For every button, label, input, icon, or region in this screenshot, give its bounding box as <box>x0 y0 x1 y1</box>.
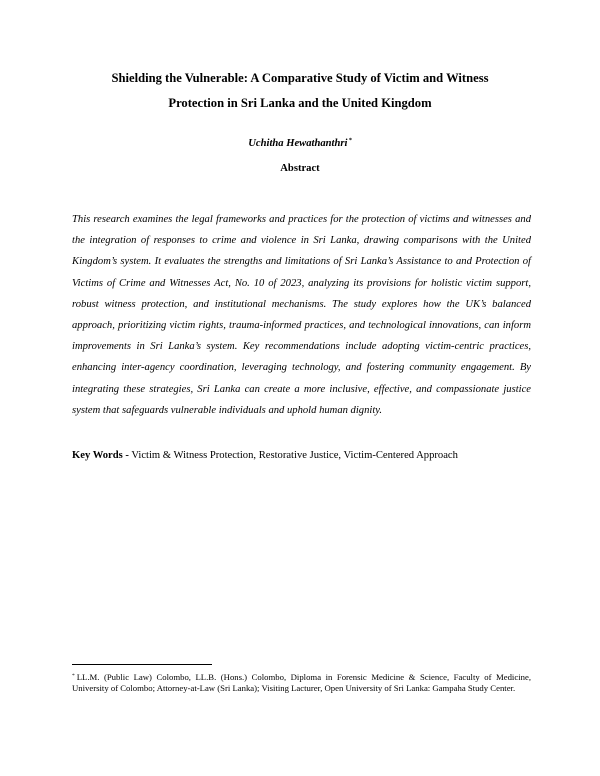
author-footnote-marker[interactable]: * <box>348 137 352 144</box>
footnote <box>72 671 531 694</box>
keywords-label: Key Words - <box>72 450 129 461</box>
paper-title <box>60 66 540 116</box>
title-line-2: Protection in Sri Lanka and the United Kingdom <box>168 96 432 110</box>
title-line-1: Shielding the Vulnerable: A Comparative Study of Victim and Witness <box>111 71 489 85</box>
keywords-line <box>72 449 532 463</box>
abstract-body: This research examines the legal frameworks and practices for the protection of victims and witnesses and the integration of responses to crime and violence in Sri Lanka, drawing comparisons with the United Kingdom’s system. It evaluates the strengths and limitations of Sri Lanka’s Assistance to and Protection of Victims of Crime and Witnesses Act, No. 10 of 2023, analyzing its provisions for holistic victim support, robust witness protection, and institutional mechanisms. The study explores how the UK’s balanced approach, prioritizing victim rights, trauma-informed practices, and technological innovations, can inform improvements in Sri Lanka’s system. Key recommendations include adopting victim-centric practices, enhancing inter-agency coordination, leveraging technology, and fostering community engagement. By integrating these strategies, Sri Lanka can create a more inclusive, effective, and compassionate justice system that safeguards vulnerable individuals and uphold human dignity. <box>72 214 531 416</box>
footnote-marker: * <box>72 673 75 679</box>
abstract-heading: Abstract <box>280 163 320 174</box>
keywords-text: Victim & Witness Protection, Restorative Justice, Victim-Centered Approach <box>131 450 458 461</box>
author-name: Uchitha Hewathanthri <box>248 138 348 149</box>
footnote-text: LL.M. (Public Law) Colombo, LL.B. (Hons.) Colombo, Diploma in Forensic Medicine & Science, Faculty of Medicine, University of Colombo; Attorney-at-Law (Sri Lanka); Visiting Lacturer, Open University of Sri Lanka: Gampaha Study Center. <box>72 672 531 694</box>
author-line <box>60 134 540 151</box>
footnote-divider <box>72 664 212 665</box>
